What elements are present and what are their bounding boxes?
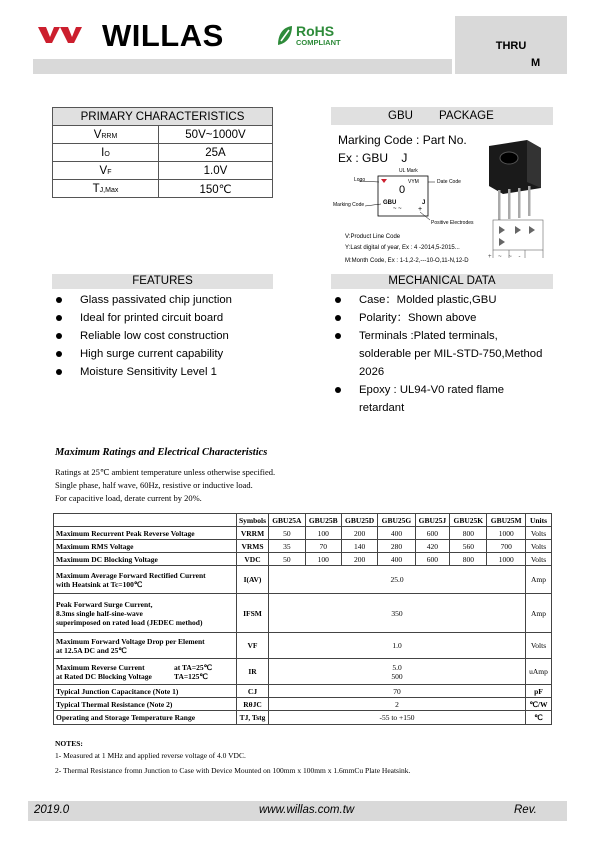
list-item: Reliable low cost construction: [52, 327, 292, 345]
willas-logo-icon: [38, 27, 82, 43]
param-sub: J,Max: [99, 186, 119, 194]
brand-name: WILLAS: [102, 18, 224, 53]
row-label: [54, 566, 237, 594]
package-gbu: GBU: [388, 110, 413, 122]
ir-label: Maximum Reverse Current: [56, 662, 145, 672]
row-label: Maximum RMS Voltage: [54, 540, 237, 553]
row-unit: Volts: [526, 540, 552, 553]
header-cell: Units: [526, 514, 552, 527]
row-label: Maximum DC Blocking Voltage: [54, 553, 237, 566]
row-unit: Amp: [526, 566, 552, 594]
footer-url[interactable]: www.willas.com.tw: [259, 804, 355, 816]
param-value: 150℃: [159, 180, 273, 198]
header-bar: [33, 59, 452, 74]
rohs-label: RoHS: [296, 23, 335, 39]
row-unit: Volts: [526, 527, 552, 540]
header-cell: GBU25J: [415, 514, 450, 527]
row-symbol: RθJC: [237, 698, 269, 711]
cell: 70: [305, 540, 341, 553]
row-label-line: with Heatsink at Tc=100℃: [56, 579, 143, 589]
cell: 700: [487, 540, 526, 553]
gbu-package-image: [485, 138, 545, 223]
header-cell: Symbols: [237, 514, 269, 527]
row-unit: Volts: [526, 633, 552, 659]
cell: 400: [378, 553, 415, 566]
marking-code-text: Marking Code : Part No.: [338, 133, 467, 147]
logo-label: Logo: [354, 177, 366, 183]
cell: 1.0: [269, 633, 526, 659]
mechanical-list: [331, 291, 571, 417]
row-label: Maximum Recurrent Peak Reverse Voltage: [54, 527, 237, 540]
ratings-table: [53, 513, 552, 725]
cell: -55 to +150: [269, 711, 526, 725]
footer-year: 2019.0: [34, 804, 70, 816]
table-row: [54, 698, 552, 711]
row-label-line: 8.3ms single half-sine-wave: [56, 608, 143, 618]
header-cell: GBU25G: [378, 514, 415, 527]
ratings-title: Maximum Ratings and Electrical Characteristics: [55, 447, 268, 458]
row-label-line: [56, 672, 235, 681]
row-unit: ℃/W: [526, 698, 552, 711]
param-value: 1.0V: [159, 162, 273, 180]
list-item: Case：Molded plastic,GBU: [331, 291, 571, 309]
row-label: [54, 659, 237, 685]
header-cell: GBU25D: [341, 514, 378, 527]
header-cell: GBU25K: [450, 514, 487, 527]
list-item: Polarity：Shown above: [331, 309, 571, 327]
table-row: [54, 540, 552, 553]
cell: 100: [305, 527, 341, 540]
rohs-leaf-icon: [276, 25, 294, 47]
table-row: [54, 566, 552, 594]
header-cell: GBU25M: [487, 514, 526, 527]
list-item: High surge current capability: [52, 345, 292, 363]
ratings-note: For capacitive load, derate current by 20%.: [55, 493, 202, 503]
row-label: [54, 633, 237, 659]
list-item: Moisture Sensitivity Level 1: [52, 363, 292, 381]
cell: 200: [341, 553, 378, 566]
list-item: 2026: [359, 366, 385, 378]
row-label: Typical Junction Capacitance (Note 1): [54, 685, 237, 698]
ratings-note: Single phase, half wave, 60Hz, resistive or inductive load.: [55, 480, 253, 490]
cell: 800: [450, 553, 487, 566]
param-symbol: V: [93, 128, 102, 141]
header-cell: [54, 514, 237, 527]
row-unit: Volts: [526, 553, 552, 566]
cell: 1000: [487, 553, 526, 566]
rohs-badge: [276, 25, 348, 49]
footer-rev: Rev.: [514, 804, 537, 816]
cell: 70: [269, 685, 526, 698]
row-symbol: VDC: [237, 553, 269, 566]
table-row: [54, 553, 552, 566]
marking-example: Ex : GBU J: [338, 151, 408, 165]
row-symbol: VRMS: [237, 540, 269, 553]
list-item: Glass passivated chip junction: [52, 291, 292, 309]
param-symbol: V: [99, 164, 108, 177]
vym-label: VYM: [408, 179, 419, 185]
cell: 50: [269, 553, 306, 566]
note-item: 1- Measured at 1 MHz and applied reverse voltage of 4.0 VDC.: [55, 751, 246, 760]
legend-line: Y:Last digital of year, Ex : 4 -2014,5-2015...: [345, 245, 460, 251]
primary-characteristics-table: [52, 107, 273, 198]
cell: 100: [305, 553, 341, 566]
schematic-pin-labels: + ~ ~ -: [488, 254, 521, 260]
date-code-label: Date Code: [437, 179, 461, 185]
list-item: Terminals :Plated terminals,: [331, 327, 571, 345]
cell: 400: [378, 527, 415, 540]
zero-mark: 0: [399, 184, 406, 196]
row-label: Typical Thermal Resistance (Note 2): [54, 698, 237, 711]
row-symbol: CJ: [237, 685, 269, 698]
table-row: [53, 180, 273, 198]
table-row: [54, 711, 552, 725]
marking-diagram: [333, 168, 483, 230]
notes-title: NOTES:: [55, 739, 83, 748]
cell: 1000: [487, 527, 526, 540]
param-value: 50V~1000V: [159, 126, 273, 144]
param-sub: RRM: [101, 132, 118, 140]
title-thru: THRU: [495, 40, 527, 52]
cell: 35: [269, 540, 306, 553]
row-unit: Amp: [526, 594, 552, 633]
cell: 800: [450, 527, 487, 540]
cell: [269, 659, 526, 685]
footer-bar: [28, 801, 567, 821]
cell: 2: [269, 698, 526, 711]
cell: 560: [450, 540, 487, 553]
row-symbol: VRRM: [237, 527, 269, 540]
list-item: Ideal for printed circuit board: [52, 309, 292, 327]
mechanical-header: MECHANICAL DATA: [331, 274, 553, 289]
row-label-line: Maximum Average Forward Rectified Current: [56, 570, 206, 580]
row-label: [54, 594, 237, 633]
plus-mark: +: [418, 206, 423, 213]
ir-value: 5.0: [392, 662, 402, 672]
table-row: [54, 685, 552, 698]
row-label-line: at 12.5A DC and 25℃: [56, 645, 127, 655]
ir-condition: at TA=25℃: [174, 662, 213, 672]
row-label-line: superimposed on rated load (JEDEC method): [56, 617, 203, 627]
minus-marks: ~ ~: [393, 206, 402, 212]
package-label: PACKAGE: [439, 110, 494, 122]
list-item: Epoxy : UL94-V0 rated flame: [331, 381, 571, 399]
title-m: M: [531, 57, 541, 69]
ir-value: 500: [391, 671, 403, 681]
param-symbol: T: [92, 182, 100, 195]
j-mark: J: [422, 200, 426, 206]
row-unit: ℃: [526, 711, 552, 725]
cell: 200: [341, 527, 378, 540]
header-cell: GBU25B: [305, 514, 341, 527]
table-row: [53, 126, 273, 144]
features-header: FEATURES: [52, 274, 273, 289]
row-unit: pF: [526, 685, 552, 698]
cell: 140: [341, 540, 378, 553]
row-label-line: Peak Forward Surge Current,: [56, 599, 153, 609]
param-sub: O: [104, 150, 110, 158]
list-item: retardant: [359, 402, 405, 414]
row-label: Operating and Storage Temperature Range: [54, 711, 237, 725]
gbu-mark: GBU: [383, 200, 397, 206]
ir-label: at Rated DC Blocking Voltage: [56, 671, 152, 681]
row-symbol: TJ, Tstg: [237, 711, 269, 725]
row-label-line: Maximum Forward Voltage Drop per Element: [56, 636, 205, 646]
positive-electrodes-label: Positive Electrodes: [431, 220, 474, 226]
cell: 25.0: [269, 566, 526, 594]
marking-code-label: Marking Code: [333, 202, 365, 208]
row-symbol: VF: [237, 633, 269, 659]
row-unit: uAmp: [526, 659, 552, 685]
rohs-compliant: COMPLIANT: [296, 38, 341, 47]
table-row: [54, 633, 552, 659]
table-row: [53, 162, 273, 180]
part-title-box: [455, 16, 567, 74]
ul-mark-label: UL Mark: [399, 168, 418, 174]
package-header: [331, 107, 553, 125]
ratings-note: Ratings at 25℃ ambient temperature unless otherwise specified.: [55, 467, 276, 477]
param-sub: F: [107, 168, 112, 176]
row-label-line: [56, 663, 235, 672]
legend-line: V:Product Line Code: [345, 234, 401, 240]
note-item: 2- Thermal Resistance fromn Junction to Case with Device Mounted on 100mm x 100mm x 1.6mmCu Plate Heatsink.: [55, 766, 411, 775]
table-row: [54, 594, 552, 633]
features-list: [52, 291, 292, 381]
param-symbol: I: [101, 146, 105, 159]
cell: 600: [415, 527, 450, 540]
table-row: [54, 659, 552, 685]
cell: 420: [415, 540, 450, 553]
primary-title: PRIMARY CHARACTERISTICS: [53, 108, 273, 126]
list-item: solderable per MIL-STD-750,Method: [359, 348, 543, 360]
table-row: [53, 144, 273, 162]
param-value: 25A: [159, 144, 273, 162]
cell: 50: [269, 527, 306, 540]
header-cell: GBU25A: [269, 514, 306, 527]
ir-condition: TA=125℃: [174, 671, 208, 681]
legend-line: M:Month Code, Ex : 1-1,2-2,---10-O,11-N,12-D: [345, 258, 469, 264]
cell: 350: [269, 594, 526, 633]
table-header-row: [54, 514, 552, 527]
row-symbol: I(AV): [237, 566, 269, 594]
cell: 600: [415, 553, 450, 566]
row-symbol: IR: [237, 659, 269, 685]
row-symbol: IFSM: [237, 594, 269, 633]
table-row: [54, 527, 552, 540]
cell: 280: [378, 540, 415, 553]
